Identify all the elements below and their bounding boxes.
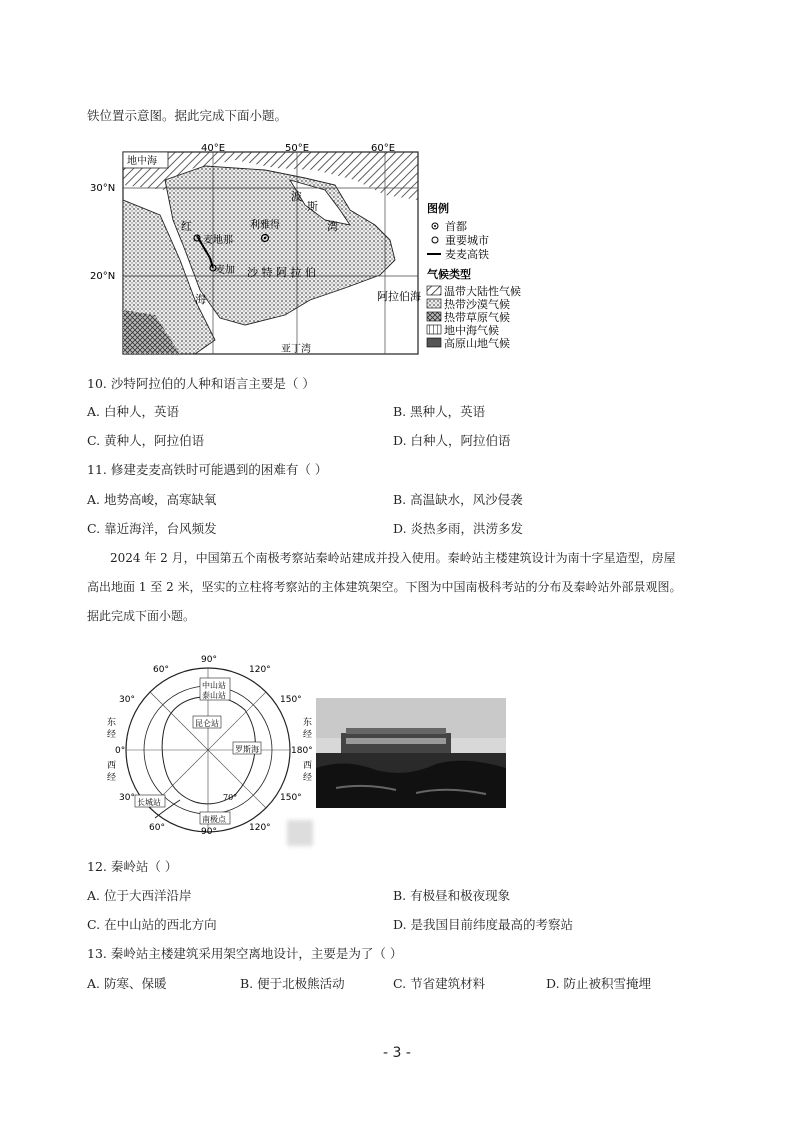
q13-option-d[interactable]: D. 防止被积雪掩埋 <box>546 976 652 991</box>
label-70deg: 70° <box>223 793 238 802</box>
label-west-1: 西 <box>107 761 117 771</box>
q13-option-a[interactable]: A. 防寒、保暖 <box>87 976 167 991</box>
station-taishan: 泰山站 <box>202 691 226 700</box>
q11-option-b[interactable]: B. 高温缺水，风沙侵袭 <box>393 492 523 507</box>
q12-option-b[interactable]: B. 有极昼和极夜现象 <box>393 888 511 903</box>
q11-option-a[interactable]: A. 地势高峻，高寒缺氧 <box>87 492 217 507</box>
label-persian-1: 波 <box>291 190 302 203</box>
q13-option-b[interactable]: B. 便于北极熊活动 <box>240 976 345 991</box>
deg-bottom-60: 60° <box>149 823 165 833</box>
q11-option-c[interactable]: C. 靠近海洋，台风频发 <box>87 521 217 536</box>
lon-60: 60°E <box>371 143 396 154</box>
label-east-r-1: 东 <box>303 718 313 728</box>
q10-option-a[interactable]: A. 白种人，英语 <box>87 404 179 419</box>
legend-climate-5: 高原山地气候 <box>444 337 510 350</box>
arabia-map <box>85 140 535 362</box>
legend-capital: 首都 <box>445 220 467 233</box>
deg-right-150: 150° <box>280 695 302 705</box>
qinling-station-photo <box>316 698 506 808</box>
deg-right-150b: 150° <box>280 793 302 803</box>
deg-left-30b: 30° <box>119 793 135 803</box>
q10-option-c[interactable]: C. 黄种人，阿拉伯语 <box>87 433 205 448</box>
page-number: - 3 - <box>383 1045 411 1061</box>
legend-climate-1: 温带大陆性气候 <box>444 285 521 298</box>
label-west-r-1: 西 <box>303 761 313 771</box>
label-saudi: 沙 特 阿 拉 伯 <box>247 266 316 279</box>
label-aden: 亚丁湾 <box>281 344 311 355</box>
label-red-sea-1: 红 <box>181 220 192 233</box>
label-west-r-2: 经 <box>303 773 313 783</box>
legend-railway: 麦麦高铁 <box>445 248 489 261</box>
intro-line: 铁位置示意图。据此完成下面小题。 <box>87 108 288 123</box>
deg-bottom-90: 90° <box>201 827 217 835</box>
deg-bottom-120: 120° <box>249 823 271 833</box>
label-mediterranean: 地中海 <box>127 156 157 167</box>
deg-right-180: 180° <box>291 746 313 756</box>
deg-top-60: 60° <box>153 665 169 675</box>
lat-20: 20°N <box>90 271 116 282</box>
label-persian-2: 斯 <box>307 200 318 213</box>
station-zhongshan: 中山站 <box>202 681 226 690</box>
q11-stem: 11. 修建麦麦高铁时可能遇到的困难有（ ） <box>87 462 328 477</box>
q11-option-d[interactable]: D. 炎热多雨，洪涝多发 <box>393 521 524 536</box>
station-kunlun: 昆仑站 <box>195 719 219 728</box>
label-west-2: 经 <box>107 773 117 783</box>
label-riyadh: 利雅得 <box>250 220 280 231</box>
legend-climate-title: 气候类型 <box>427 268 471 281</box>
label-ross-sea: 罗斯海 <box>235 745 259 754</box>
label-red-sea-2: 海 <box>195 293 206 306</box>
lon-50: 50°E <box>285 143 310 154</box>
q10-option-d[interactable]: D. 白种人，阿拉伯语 <box>393 433 511 448</box>
passage-line-2: 高出地面 1 至 2 米，坚实的立柱将考察站的主体建筑架空。下图为中国南极科考站的分布及秦岭站外部景观图。 <box>87 580 682 594</box>
station-changcheng: 长城站 <box>137 798 161 807</box>
legend-climate-2: 热带沙漠气候 <box>444 298 510 311</box>
q12-stem: 12. 秦岭站（ ） <box>87 859 178 874</box>
q13-stem: 13. 秦岭站主楼建筑采用架空离地设计，主要是为了（ ） <box>87 946 403 961</box>
label-east-r-2: 经 <box>303 730 313 740</box>
q13-option-c[interactable]: C. 节省建筑材料 <box>393 976 486 991</box>
q12-option-d[interactable]: D. 是我国目前纬度最高的考察站 <box>393 917 574 932</box>
q10-stem: 10. 沙特阿拉伯的人种和语言主要是（ ） <box>87 376 315 391</box>
label-persian-3: 湾 <box>327 220 338 233</box>
q12-option-c[interactable]: C. 在中山站的西北方向 <box>87 917 217 932</box>
legend-climate-4: 地中海气候 <box>444 324 499 337</box>
legend-climate-3: 热带草原气候 <box>444 311 510 324</box>
label-east-2: 经 <box>107 730 117 740</box>
label-east-1: 东 <box>107 718 117 728</box>
legend-city: 重要城市 <box>445 234 489 247</box>
q12-option-a[interactable]: A. 位于大西洋沿岸 <box>87 888 192 903</box>
q10-option-b[interactable]: B. 黑种人，英语 <box>393 404 486 419</box>
lat-30: 30°N <box>90 183 116 194</box>
legend-title: 图例 <box>427 202 449 215</box>
deg-left-0: 0° <box>115 746 126 756</box>
lon-40: 40°E <box>201 143 226 154</box>
label-arabian-sea: 阿拉伯海 <box>377 290 421 303</box>
deg-top-120: 120° <box>249 665 271 675</box>
label-south-pole: 南极点 <box>202 815 226 824</box>
deg-left-30: 30° <box>119 695 135 705</box>
blur-artifact <box>287 820 313 846</box>
antarctica-map <box>105 650 315 835</box>
label-medina: 麦地那 <box>203 235 233 246</box>
passage-line-1: 2024 年 2 月，中国第五个南极考察站秦岭站建成并投入使用。秦岭站主楼建筑设计为南十字星造型，房屋 <box>110 551 676 565</box>
label-mecca: 麦加 <box>215 265 235 276</box>
passage-line-3: 据此完成下面小题。 <box>87 609 196 623</box>
deg-top-90: 90° <box>201 655 217 665</box>
